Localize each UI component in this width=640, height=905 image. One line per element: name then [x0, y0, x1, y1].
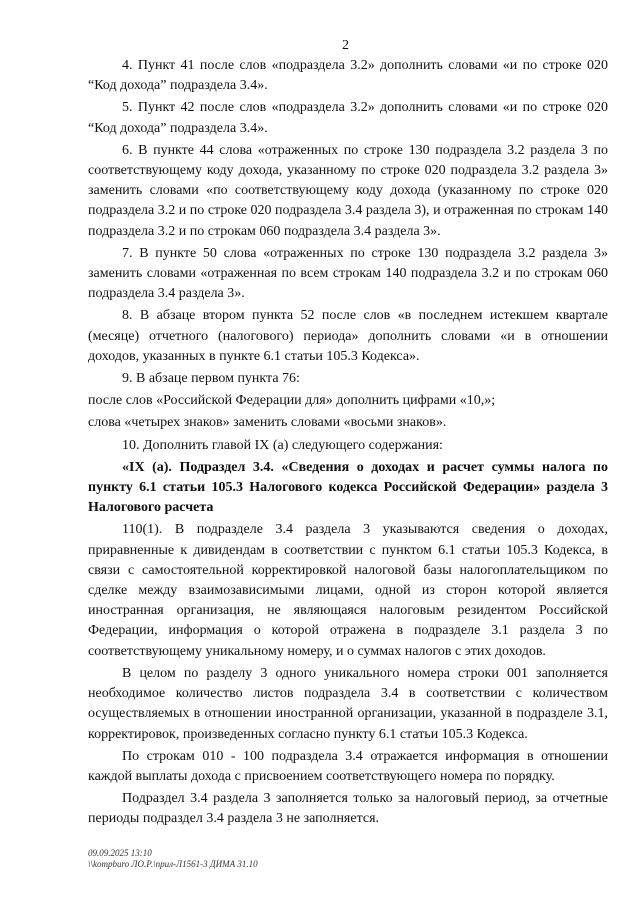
- paragraph-item-7: 7. В пункте 50 слова «отраженных по строке 130 подраздела 3.2 раздела 3» заменить словами «отраженная по всем строкам 140 подраздела 3.2 и по строкам 060 подраздела 3.4 раздела 3».: [88, 245, 608, 302]
- paragraph-item-6: 6. В пункте 44 слова «отраженных по строке 130 подраздела 3.2 раздела 3 по соответствующему коду дохода, указанному по строке 020 подраздела 3.2 раздела 3» заменить словами «по соответствующему коду дохода (указанному по строке 020 подраздела 3.2 и по строке 020 подраздела 3.4 раздела 3), и отраженная по строкам 140 подраздела 3.2 и по строкам 060 подраздела 3.4 раздела 3».: [88, 142, 608, 239]
- chapter-heading: «IX (а). Подраздел 3.4. «Сведения о доходах и расчет суммы налога по пункту 6.1 статьи 105.3 Налогового кодекса Российской Федерации» раздела 3 Налогового расчета: [88, 459, 608, 516]
- paragraph-item-9-sub-1: после слов «Российской Федерации для» дополнить цифрами «10,»;: [88, 393, 496, 409]
- document-body: [88, 56, 608, 832]
- paragraph-item-4: 4. Пункт 41 после слов «подраздела 3.2» дополнить словами «и по строке 020 “Код дохода” подраздела 3.4».: [88, 58, 608, 94]
- paragraph-110-1: 110(1). В подразделе 3.4 раздела 3 указываются сведения о доходах, приравненные к дивидендам в соответствии с пунктом 6.1 статьи 105.3 Кодекса, в связи с самостоятельной корректировкой налоговой базы налогоплательщиком по сделке между взаимозависимыми лицами, одной из сторон которой является иностранная организация, не являющаяся налоговым резидентом Российской Федерации, информация о которой отражена в подразделе 3.1 раздела 3 по соответствующему уникальному номеру, и о суммах налогов с этих доходов.: [88, 522, 608, 659]
- paragraph-lines-010-100: По строкам 010 - 100 подраздела 3.4 отражается информация в отношении каждой выплаты дохода с присвоением соответствующего номера по порядку.: [88, 748, 608, 784]
- page-number: 2: [342, 38, 349, 53]
- footer-file-path: \\kompburo ЛО.Р.\прил-Л1561-3 ДИМА 31.10: [88, 859, 258, 869]
- paragraph-tax-period: Подраздел 3.4 раздела 3 заполняется только за налоговый период, за отчетные периоды подраздел 3.4 раздела 3 не заполняется.: [88, 791, 608, 827]
- footer-date: 09.09.2025 13:10: [88, 848, 152, 858]
- footer: [88, 848, 258, 870]
- paragraph-item-9-sub-2: слова «четырех знаков» заменить словами «восьми знаков».: [88, 415, 447, 431]
- paragraph-item-9: 9. В абзаце первом пункта 76:: [122, 371, 300, 387]
- paragraph-item-8: 8. В абзаце втором пункта 52 после слов «в последнем истекшем квартале (месяце) отчетного (налогового) периода» дополнить словами «и в отношении доходов, указанных в пункте 6.1 статьи 105.3 Кодекса».: [88, 308, 608, 364]
- paragraph-section-3-sheets: В целом по разделу 3 одного уникального номера строки 001 заполняется необходимое количество листов подраздела 3.4 в соответствии с количеством осуществляемых в отношении иностранной организации, указанной в подразделе 3.1, корректировок, произведенных согласно пункту 6.1 статьи 105.3 Кодекса.: [88, 665, 608, 742]
- paragraph-item-10: 10. Дополнить главой IX (а) следующего содержания:: [122, 437, 443, 453]
- paragraph-item-5: 5. Пункт 42 после слов «подраздела 3.2» дополнить словами «и по строке 020 “Код дохода” подраздела 3.4».: [88, 100, 608, 136]
